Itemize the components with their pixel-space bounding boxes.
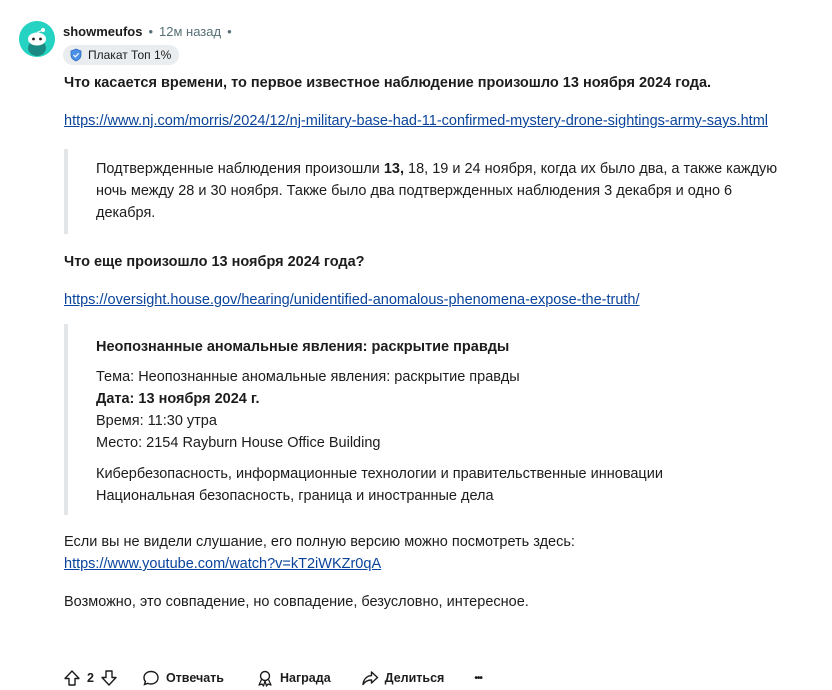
quote2-subcommittee-2: Национальная безопасность, граница и иностранные дела: [96, 488, 494, 504]
quote2-title: Неопознанные аномальные явления: раскрытие правды: [96, 339, 510, 355]
reply-button[interactable]: [142, 669, 224, 687]
blockquote-1: [64, 149, 794, 234]
downvote-button[interactable]: [100, 669, 118, 687]
quote1-text-b: 18, 19 и 24 ноября, когда их было два, а также каждую ночь между 28 и 30 ноября. Также было два подтвержденных наблюдения 3 декабря и одно 6 декабря.: [96, 161, 778, 221]
award-button[interactable]: [256, 669, 331, 687]
quote2-subcommittee-1: Кибербезопасность, информационные технологии и правительственные инновации: [96, 466, 663, 482]
paragraph-1: Что касается времени, то первое известное наблюдение произошло 13 ноября 2024 года.: [64, 75, 712, 91]
separator-dot-2: •: [227, 24, 232, 39]
quote1-bold: 13,: [383, 161, 404, 177]
link-nj-article[interactable]: https://www.nj.com/morris/2024/12/nj-military-base-had-11-confirmed-mystery-drone-sightings-army-says.html: [64, 113, 769, 129]
poster-badge-icon: [69, 48, 83, 62]
user-flair: [63, 45, 179, 65]
comment-actions: [63, 666, 482, 690]
more-dots-icon: •••: [474, 672, 482, 684]
comment-bubble-icon: [142, 669, 160, 687]
award-icon: [256, 669, 274, 687]
award-label: Награда: [279, 671, 331, 685]
share-label: Делиться: [384, 671, 445, 685]
paragraph-3: Если вы не видели слушание, его полную версию можно посмотреть здесь:: [64, 534, 575, 550]
snoo-avatar-icon: [19, 21, 55, 57]
upvote-arrow-icon: [63, 669, 81, 687]
comment-header: [63, 24, 232, 40]
blockquote-2: [64, 324, 794, 515]
more-options-button[interactable]: [474, 673, 482, 684]
upvote-button[interactable]: [63, 669, 81, 687]
quote2-date: Дата: 13 ноября 2024 г.: [96, 391, 260, 407]
quote1-text-a: Подтвержденные наблюдения произошли: [96, 161, 384, 177]
reply-label: Отвечать: [165, 671, 224, 685]
downvote-arrow-icon: [100, 669, 118, 687]
paragraph-2: Что еще произошло 13 ноября 2024 года?: [64, 254, 365, 270]
link-youtube[interactable]: https://www.youtube.com/watch?v=kT2iWKZr0qA: [64, 556, 382, 572]
username[interactable]: showmeufos: [63, 24, 143, 39]
comment-body: [64, 72, 794, 613]
quote2-topic: Тема: Неопознанные аномальные явления: раскрытие правды: [96, 369, 520, 385]
link-oversight-hearing[interactable]: https://oversight.house.gov/hearing/unidentified-anomalous-phenomena-expose-the-truth/: [64, 292, 640, 308]
paragraph-4: Возможно, это совпадение, но совпадение, безусловно, интересное.: [64, 594, 529, 610]
separator-dot: •: [148, 24, 154, 39]
share-button[interactable]: [361, 669, 445, 687]
avatar[interactable]: [19, 21, 55, 57]
flair-label: Плакат Топ 1%: [88, 48, 172, 62]
timestamp[interactable]: 12м назад: [159, 24, 222, 39]
share-arrow-icon: [361, 669, 379, 687]
quote2-place: Место: 2154 Rayburn House Office Building: [96, 435, 381, 451]
quote2-time: Время: 11:30 утра: [96, 413, 217, 429]
vote-score: 2: [87, 671, 94, 685]
